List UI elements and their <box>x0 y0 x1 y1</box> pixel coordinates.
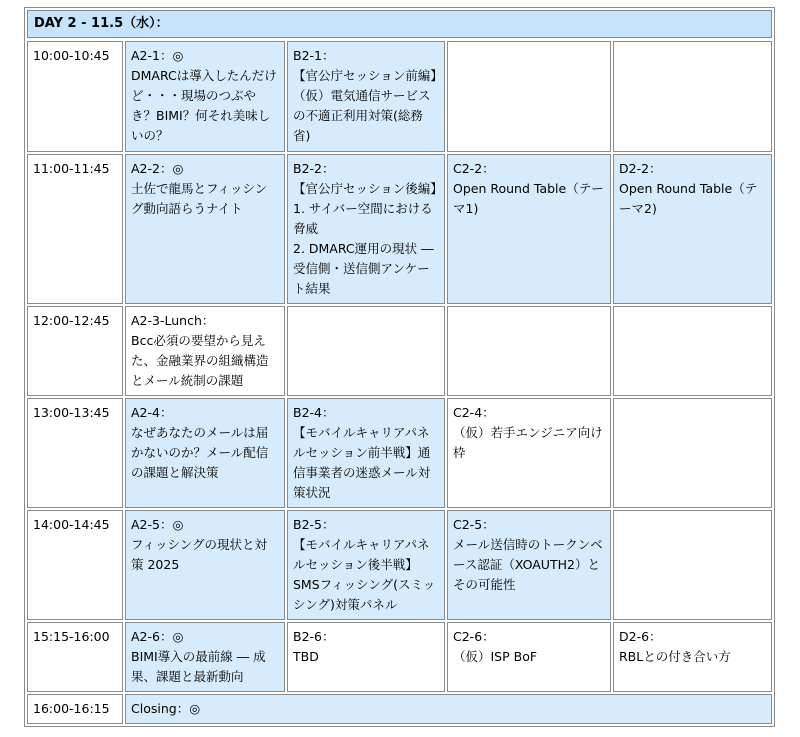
session-title: なぜあなたのメールは届かないのか？メール配信の課題と解決策 <box>131 425 269 480</box>
session-title: （仮）ISP BoF <box>453 649 538 664</box>
session-code: Closing：◎ <box>131 701 201 716</box>
session-title: 土佐で龍馬とフィッシング動向語らうナイト <box>131 181 268 216</box>
time-cell <box>27 510 123 620</box>
session-title: 【モバイルキャリアパネルセッション前半戦】通信事業者の迷惑メール対策状況 <box>293 425 431 500</box>
time-label: 14:00-14:45 <box>33 517 110 532</box>
session-cell <box>125 154 285 304</box>
session-title: BIMI導入の最前線 ― 成果、課題と最新動向 <box>131 649 266 684</box>
session-title: TBD <box>293 649 319 664</box>
session-code: C2-5： <box>453 517 495 532</box>
session-title: フィッシングの現状と対策 2025 <box>131 537 267 572</box>
session-code: B2-6： <box>293 629 335 644</box>
empty-cell <box>287 306 445 396</box>
time-cell <box>27 41 123 152</box>
session-cell <box>613 154 772 304</box>
session-cell <box>287 154 445 304</box>
session-cell <box>287 622 445 692</box>
empty-cell <box>447 306 611 396</box>
empty-cell <box>613 41 772 152</box>
session-cell <box>287 510 445 620</box>
session-cell <box>287 398 445 508</box>
session-code: B2-5： <box>293 517 335 532</box>
closing-cell <box>125 694 772 724</box>
session-code: A2-5：◎ <box>131 517 184 532</box>
session-cell <box>125 510 285 620</box>
session-cell <box>447 398 611 508</box>
session-cell <box>125 306 285 396</box>
session-title: Bcc必須の要望から見えた、金融業界の組織構造とメール統制の課題 <box>131 333 269 388</box>
session-code: C2-6： <box>453 629 495 644</box>
session-code: C2-4： <box>453 405 495 420</box>
session-title: Open Round Table（テーマ1) <box>453 181 604 216</box>
session-code: D2-6： <box>619 629 662 644</box>
session-title: 【モバイルキャリアパネルセッション後半戦】SMSフィッシング(スミッシング)対策パネル <box>293 537 436 612</box>
time-cell <box>27 398 123 508</box>
session-cell <box>287 41 445 152</box>
session-title: RBLとの付き合い方 <box>619 649 731 664</box>
session-cell <box>447 510 611 620</box>
empty-cell <box>613 306 772 396</box>
empty-cell <box>613 510 772 620</box>
session-title: （仮）若手エンジニア向け枠 <box>453 425 603 460</box>
session-title: 【官公庁セッション後編】1. サイバー空間における脅威 2. DMARC運用の現状 ― 受信側・送信側アンケート結果 <box>293 181 437 296</box>
time-label: 13:00-13:45 <box>33 405 110 420</box>
session-code: A2-1：◎ <box>131 48 184 63</box>
time-label: 12:00-12:45 <box>33 313 110 328</box>
session-code: D2-2： <box>619 161 662 176</box>
time-label: 16:00-16:15 <box>33 701 110 716</box>
session-code: C2-2： <box>453 161 495 176</box>
session-code: B2-4： <box>293 405 335 420</box>
session-cell <box>125 622 285 692</box>
session-code: B2-2： <box>293 161 335 176</box>
session-cell <box>125 41 285 152</box>
time-label: 15:15-16:00 <box>33 629 110 644</box>
time-cell <box>27 694 123 724</box>
session-code: A2-4： <box>131 405 173 420</box>
time-cell <box>27 622 123 692</box>
session-cell <box>125 398 285 508</box>
empty-cell <box>613 398 772 508</box>
time-cell <box>27 306 123 396</box>
session-cell <box>447 154 611 304</box>
session-title: Open Round Table（テーマ2) <box>619 181 758 216</box>
time-label: 11:00-11:45 <box>33 161 110 176</box>
session-code: A2-2：◎ <box>131 161 184 176</box>
session-code: B2-1： <box>293 48 335 63</box>
session-code: A2-3-Lunch： <box>131 313 215 328</box>
session-title: 【官公庁セッション前編】（仮）電気通信サービスの不適正利用対策(総務省) <box>293 68 437 143</box>
session-title: メール送信時のトークンベース認証（XOAUTH2）とその可能性 <box>453 537 603 592</box>
session-cell <box>613 622 772 692</box>
session-code: A2-6：◎ <box>131 629 184 644</box>
time-label: 10:00-10:45 <box>33 48 110 63</box>
session-cell <box>447 622 611 692</box>
session-title: DMARCは導入したんだけど・・・現場のつぶやき？BIMI？何それ美味しいの？ <box>131 68 277 143</box>
time-cell <box>27 154 123 304</box>
empty-cell <box>447 41 611 152</box>
day-header: DAY 2 - 11.5（水）： <box>27 10 772 38</box>
